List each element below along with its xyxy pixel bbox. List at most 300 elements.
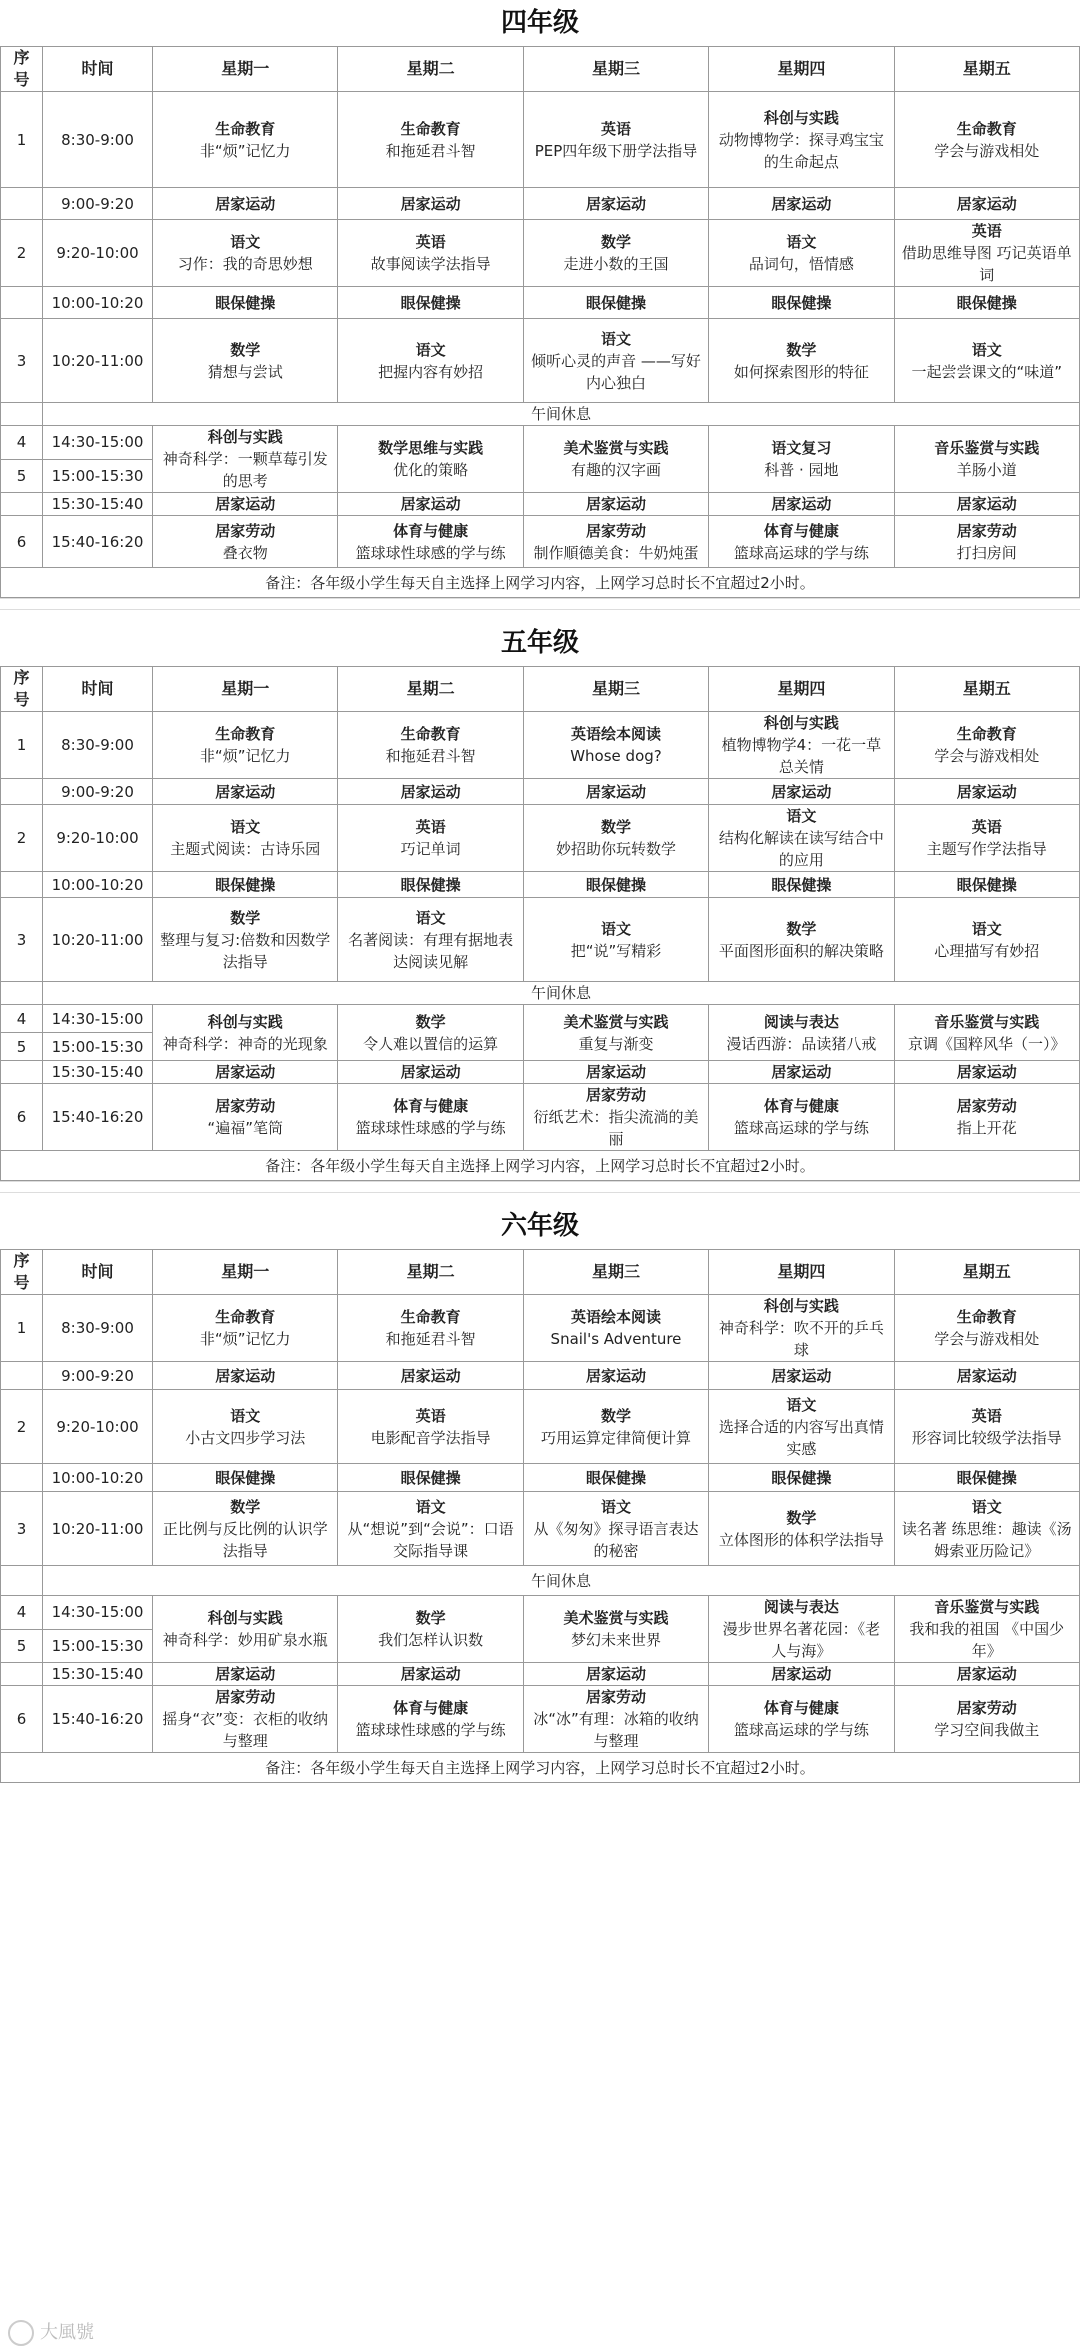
subject: 眼保健操 — [400, 875, 461, 894]
topic: 冰“冰”有理：冰箱的收纳与整理 — [533, 1710, 699, 1750]
topic: PEP四年级下册学法指导 — [534, 141, 698, 160]
subject: 居家运动 — [215, 1665, 276, 1683]
subject: 居家运动 — [400, 1665, 461, 1683]
table-row — [1, 898, 1080, 982]
subject: 居家运动 — [956, 782, 1017, 801]
topic: 巧用运算定律简便计算 — [540, 1428, 691, 1447]
topic: 平面图形面积的解决策略 — [718, 941, 884, 960]
lunch-break: 午间休息 — [43, 1566, 1080, 1596]
subject: 生命教育 — [956, 1308, 1017, 1326]
topic: 学习空间我做主 — [934, 1721, 1040, 1739]
subject: 语文复习 — [771, 439, 832, 457]
column-header: 星期二 — [338, 667, 523, 712]
subject: 居家运动 — [400, 1366, 461, 1385]
course-cell — [153, 1492, 338, 1566]
subject: 语文 — [786, 233, 817, 251]
subject: 语文 — [600, 1497, 631, 1516]
row-number: 5 — [1, 459, 43, 493]
topic: 形容词比较级学法指导 — [911, 1428, 1062, 1447]
subject: 语文 — [971, 340, 1002, 359]
time-slot: 10:20-11:00 — [43, 898, 153, 982]
subject: 居家劳动 — [585, 521, 646, 540]
table-row — [1, 1084, 1080, 1151]
course-cell — [523, 92, 708, 188]
time-slot: 9:20-10:00 — [43, 220, 153, 287]
spacer — [0, 1181, 1080, 1192]
course-cell — [523, 516, 708, 568]
subject: 居家运动 — [400, 194, 461, 213]
table-row — [1, 872, 1080, 898]
table-row — [1, 805, 1080, 872]
course-cell — [338, 92, 523, 188]
course-cell — [153, 1464, 338, 1492]
topic: 神奇科学：一颗草莓引发的思考 — [162, 450, 328, 490]
table-row — [1, 1464, 1080, 1492]
row-number — [1, 1061, 43, 1084]
row-number — [1, 1663, 43, 1686]
subject: 居家劳动 — [215, 1097, 276, 1115]
subject: 阅读与表达 — [763, 1598, 839, 1616]
course-cell — [894, 1464, 1079, 1492]
table-row — [1, 516, 1080, 568]
row-number — [1, 493, 43, 516]
subject: 居家运动 — [956, 1063, 1017, 1081]
topic: 令人难以置信的运算 — [363, 1034, 499, 1053]
table-row — [1, 1362, 1080, 1390]
topic: 有趣的汉字画 — [570, 461, 661, 479]
lunch-row — [1, 403, 1080, 426]
topic: 学会与游戏相处 — [934, 141, 1040, 160]
row-number: 3 — [1, 319, 43, 403]
row-number — [1, 287, 43, 319]
topic: 心理描写有妙招 — [934, 941, 1040, 960]
course-cell — [894, 805, 1079, 872]
topic: 制作順德美食：牛奶炖蛋 — [533, 543, 699, 562]
topic: 倾听心灵的声音 ——写好内心独白 — [531, 351, 701, 392]
course-cell — [523, 188, 708, 220]
column-header: 时间 — [43, 667, 153, 712]
column-header: 星期四 — [709, 667, 894, 712]
column-header: 星期四 — [709, 47, 894, 92]
course-cell — [894, 1362, 1079, 1390]
course-cell — [523, 1084, 708, 1151]
table-row — [1, 426, 1080, 460]
subject: 居家运动 — [215, 194, 276, 213]
subject: 眼保健操 — [771, 293, 832, 312]
course-cell — [709, 1596, 894, 1663]
topic: 非“烦”记忆力 — [199, 1330, 291, 1348]
course-cell — [894, 220, 1079, 287]
subject: 居家运动 — [956, 1665, 1017, 1683]
course-cell — [894, 287, 1079, 319]
course-cell — [709, 1663, 894, 1686]
subject: 语文 — [415, 908, 446, 927]
course-cell — [523, 1663, 708, 1686]
topic: 摇身“衣”变：衣柜的收纳与整理 — [162, 1710, 328, 1750]
column-header: 时间 — [43, 1250, 153, 1295]
subject: 语文 — [971, 919, 1002, 938]
course-cell — [338, 1362, 523, 1390]
subject: 英语绘本阅读 — [570, 1308, 661, 1326]
subject: 科创与实践 — [207, 1609, 283, 1627]
course-cell — [153, 1686, 338, 1753]
subject: 体育与健康 — [763, 1097, 839, 1115]
subject: 英语 — [971, 222, 1002, 240]
row-number: 6 — [1, 1686, 43, 1753]
subject: 居家运动 — [771, 1366, 832, 1385]
course-cell — [338, 1005, 523, 1061]
topic: 叠衣物 — [222, 543, 268, 562]
course-cell — [153, 1596, 338, 1663]
time-slot: 14:30-15:00 — [43, 1005, 153, 1033]
time-slot: 14:30-15:00 — [43, 1596, 153, 1630]
column-header: 时间 — [43, 47, 153, 92]
row-number — [1, 779, 43, 805]
course-cell — [338, 426, 523, 493]
subject: 语文 — [600, 329, 631, 348]
subject: 体育与健康 — [393, 1699, 469, 1717]
topic: 一起尝尝课文的“味道” — [911, 362, 1063, 381]
row-number: 4 — [1, 426, 43, 460]
subject: 居家运动 — [215, 1366, 276, 1385]
course-cell — [894, 1596, 1079, 1663]
course-cell — [709, 220, 894, 287]
course-cell — [709, 287, 894, 319]
time-slot: 15:00-15:30 — [43, 459, 153, 493]
table-row — [1, 1061, 1080, 1084]
topic: 猜想与尝试 — [207, 362, 283, 381]
course-cell — [523, 779, 708, 805]
topic: 科普 · 园地 — [764, 461, 839, 479]
subject: 眼保健操 — [585, 1468, 646, 1487]
course-cell — [338, 805, 523, 872]
course-cell — [338, 1390, 523, 1464]
subject: 居家运动 — [585, 495, 646, 513]
topic: 主题写作学法指导 — [926, 840, 1047, 858]
time-slot: 14:30-15:00 — [43, 426, 153, 460]
topic: 整理与复习:倍数和因数学法指导 — [160, 930, 331, 971]
course-cell — [709, 493, 894, 516]
subject: 居家运动 — [956, 1366, 1017, 1385]
column-header: 序号 — [1, 667, 43, 712]
topic: 梦幻未来世界 — [570, 1631, 661, 1649]
grade-title: 五年级 — [500, 628, 579, 658]
subject: 居家运动 — [771, 782, 832, 801]
course-cell — [338, 319, 523, 403]
subject: 居家运动 — [215, 1063, 276, 1081]
course-cell — [709, 1362, 894, 1390]
topic: 神奇科学：神奇的光现象 — [162, 1034, 328, 1053]
column-header: 星期五 — [894, 47, 1079, 92]
row-number: 4 — [1, 1005, 43, 1033]
course-cell — [338, 898, 523, 982]
course-cell — [153, 1084, 338, 1151]
subject: 科创与实践 — [763, 714, 839, 732]
topic: 如何探索图形的特征 — [733, 362, 869, 381]
subject: 体育与健康 — [393, 521, 469, 540]
topic: “遍福”笔筒 — [207, 1119, 283, 1137]
schedule-table — [0, 666, 1080, 1181]
time-slot: 15:30-15:40 — [43, 1663, 153, 1686]
subject: 数学 — [230, 340, 261, 359]
topic: 学会与游戏相处 — [934, 747, 1040, 765]
subject: 体育与健康 — [763, 1699, 839, 1717]
subject: 眼保健操 — [585, 293, 646, 312]
time-slot: 15:00-15:30 — [43, 1033, 153, 1061]
subject: 眼保健操 — [215, 1468, 276, 1487]
subject: 英语 — [415, 233, 446, 251]
subject: 眼保健操 — [956, 1468, 1017, 1487]
subject: 数学 — [786, 1508, 817, 1527]
course-cell — [709, 92, 894, 188]
course-cell — [153, 516, 338, 568]
subject: 居家运动 — [771, 194, 832, 213]
time-slot: 10:00-10:20 — [43, 1464, 153, 1492]
course-cell — [709, 426, 894, 493]
subject: 语文 — [230, 233, 261, 251]
course-cell — [153, 92, 338, 188]
subject: 居家运动 — [215, 782, 276, 801]
course-cell — [894, 1390, 1079, 1464]
column-header: 星期三 — [523, 47, 708, 92]
topic: 把“说”写精彩 — [570, 941, 662, 960]
table-row — [1, 1663, 1080, 1686]
time-slot: 8:30-9:00 — [43, 92, 153, 188]
course-cell — [523, 319, 708, 403]
course-cell — [338, 872, 523, 898]
subject: 居家劳动 — [956, 521, 1017, 540]
course-cell — [523, 287, 708, 319]
course-cell — [523, 1005, 708, 1061]
subject: 生命教育 — [215, 1308, 276, 1326]
course-cell — [709, 805, 894, 872]
column-header: 星期二 — [338, 1250, 523, 1295]
course-cell — [709, 516, 894, 568]
subject: 科创与实践 — [207, 428, 283, 446]
topic: 品词句，悟情感 — [748, 255, 854, 273]
row-number: 3 — [1, 1492, 43, 1566]
column-header: 星期一 — [153, 47, 338, 92]
subject: 居家运动 — [771, 495, 832, 513]
spacer — [0, 609, 1080, 620]
table-row — [1, 1005, 1080, 1033]
topic: 借助思维导图 巧记英语单词 — [901, 244, 1072, 284]
table-row — [1, 779, 1080, 805]
subject: 语文 — [230, 1406, 261, 1425]
course-cell — [523, 1492, 708, 1566]
course-cell — [153, 493, 338, 516]
time-slot: 10:00-10:20 — [43, 872, 153, 898]
subject: 生命教育 — [956, 119, 1017, 138]
subject: 生命教育 — [400, 725, 461, 743]
topic: 植物博物学4：一花一草总关情 — [721, 736, 882, 776]
footnote: 备注：各年级小学生每天自主选择上网学习内容，上网学习总时长不宜超过2小时。 — [1, 1151, 1080, 1181]
subject: 科创与实践 — [763, 1297, 839, 1315]
lunch-break: 午间休息 — [43, 982, 1080, 1005]
spacer — [0, 1192, 1080, 1203]
time-slot: 15:00-15:30 — [43, 1629, 153, 1663]
course-cell — [709, 1295, 894, 1362]
topic: 主题式阅读：古诗乐园 — [170, 840, 321, 858]
subject: 居家运动 — [956, 495, 1017, 513]
lunch-break: 午间休息 — [43, 403, 1080, 426]
topic: 巧记单词 — [400, 840, 461, 858]
column-header: 星期三 — [523, 1250, 708, 1295]
table-row — [1, 319, 1080, 403]
row-number: 1 — [1, 1295, 43, 1362]
course-cell — [523, 426, 708, 493]
subject: 英语 — [971, 818, 1002, 836]
table-row — [1, 1596, 1080, 1630]
course-cell — [338, 1295, 523, 1362]
time-slot: 10:00-10:20 — [43, 287, 153, 319]
course-cell — [153, 188, 338, 220]
time-slot: 9:20-10:00 — [43, 805, 153, 872]
topic: 非“烦”记忆力 — [199, 141, 291, 160]
course-cell — [894, 188, 1079, 220]
course-cell — [894, 426, 1079, 493]
subject: 语文 — [786, 807, 817, 825]
row-number: 2 — [1, 220, 43, 287]
lunch-row — [1, 1566, 1080, 1596]
topic: 神奇科学：妙用矿泉水瓶 — [162, 1631, 328, 1649]
table-row — [1, 712, 1080, 779]
subject: 居家运动 — [585, 194, 646, 213]
course-cell — [894, 1492, 1079, 1566]
subject: 数学 — [600, 818, 631, 836]
topic: 重复与渐变 — [578, 1034, 654, 1053]
course-cell — [523, 1464, 708, 1492]
topic: 立体图形的体积学法指导 — [718, 1530, 884, 1549]
course-cell — [153, 1663, 338, 1686]
column-header: 星期一 — [153, 667, 338, 712]
topic: 篮球高运球的学与练 — [733, 543, 869, 562]
subject: 科创与实践 — [207, 1012, 283, 1031]
topic: 从《匆匆》探寻语言表达的秘密 — [533, 1519, 699, 1560]
row-number: 3 — [1, 898, 43, 982]
subject: 阅读与表达 — [763, 1012, 839, 1031]
course-cell — [153, 319, 338, 403]
column-header: 序号 — [1, 1250, 43, 1295]
course-cell — [709, 1464, 894, 1492]
course-cell — [894, 872, 1079, 898]
table-row — [1, 220, 1080, 287]
topic: 指上开花 — [956, 1119, 1017, 1137]
subject: 美术鉴赏与实践 — [563, 439, 669, 457]
footnote: 备注：各年级小学生每天自主选择上网学习内容，上网学习总时长不宜超过2小时。 — [1, 568, 1080, 598]
time-slot: 15:40-16:20 — [43, 516, 153, 568]
course-cell — [709, 1084, 894, 1151]
table-row — [1, 1492, 1080, 1566]
topic: 和拖延君斗智 — [385, 1330, 476, 1348]
subject: 生命教育 — [400, 119, 461, 138]
course-cell — [523, 898, 708, 982]
subject: 眼保健操 — [215, 293, 276, 312]
spacer — [0, 598, 1080, 609]
row-number: 5 — [1, 1033, 43, 1061]
subject: 居家劳动 — [215, 521, 276, 540]
subject: 数学 — [230, 1497, 261, 1516]
course-cell — [153, 1295, 338, 1362]
course-cell — [709, 1061, 894, 1084]
topic: 篮球高运球的学与练 — [733, 1721, 869, 1739]
subject: 居家劳动 — [215, 1688, 276, 1706]
subject: 居家运动 — [585, 1665, 646, 1683]
course-cell — [709, 872, 894, 898]
topic: 打扫房间 — [956, 543, 1017, 562]
subject: 英语 — [971, 1406, 1002, 1425]
row-number — [1, 188, 43, 220]
course-cell — [153, 805, 338, 872]
subject: 居家运动 — [771, 1665, 832, 1683]
table-row — [1, 1295, 1080, 1362]
course-cell — [894, 516, 1079, 568]
course-cell — [894, 779, 1079, 805]
row-number: 2 — [1, 805, 43, 872]
course-cell — [153, 872, 338, 898]
course-cell — [894, 1686, 1079, 1753]
subject: 体育与健康 — [393, 1097, 469, 1115]
course-cell — [709, 1005, 894, 1061]
topic: 篮球球性球感的学与练 — [355, 1119, 506, 1137]
topic: 结构化解读在读写结合中的应用 — [718, 829, 884, 869]
subject: 居家劳动 — [585, 1086, 646, 1104]
logo-icon — [8, 2320, 34, 2346]
topic: 小古文四步学习法 — [185, 1428, 306, 1447]
row-number — [1, 1362, 43, 1390]
subject: 数学思维与实践 — [378, 439, 484, 457]
subject: 居家运动 — [400, 495, 461, 513]
time-slot: 8:30-9:00 — [43, 1295, 153, 1362]
time-slot: 9:00-9:20 — [43, 1362, 153, 1390]
course-cell — [338, 493, 523, 516]
subject: 语文 — [230, 818, 261, 836]
course-cell — [894, 1295, 1079, 1362]
subject: 科创与实践 — [763, 108, 839, 127]
course-cell — [894, 1663, 1079, 1686]
course-cell — [894, 92, 1079, 188]
subject: 语文 — [971, 1497, 1002, 1516]
course-cell — [153, 1390, 338, 1464]
subject: 数学 — [786, 340, 817, 359]
topic: 妙招助你玩转数学 — [555, 840, 676, 858]
time-slot: 15:40-16:20 — [43, 1686, 153, 1753]
column-header: 星期四 — [709, 1250, 894, 1295]
subject: 语文 — [786, 1395, 817, 1414]
subject: 英语 — [415, 818, 446, 836]
topic: 非“烦”记忆力 — [199, 747, 291, 765]
row-number: 6 — [1, 516, 43, 568]
table-row — [1, 188, 1080, 220]
course-cell — [153, 898, 338, 982]
course-cell — [523, 1686, 708, 1753]
topic: 漫话西游：品读猪八戒 — [726, 1034, 877, 1053]
subject: 居家运动 — [956, 194, 1017, 213]
subject: 数学 — [600, 1406, 631, 1425]
subject: 语文 — [415, 1497, 446, 1516]
subject: 数学 — [415, 1012, 446, 1031]
topic: 学会与游戏相处 — [934, 1330, 1040, 1348]
course-cell — [153, 287, 338, 319]
course-cell — [153, 1362, 338, 1390]
topic: 和拖延君斗智 — [385, 141, 476, 160]
subject: 语文 — [415, 340, 446, 359]
course-cell — [523, 493, 708, 516]
course-cell — [894, 898, 1079, 982]
topic: Snail's Adventure — [550, 1330, 682, 1348]
course-cell — [523, 872, 708, 898]
course-cell — [338, 220, 523, 287]
